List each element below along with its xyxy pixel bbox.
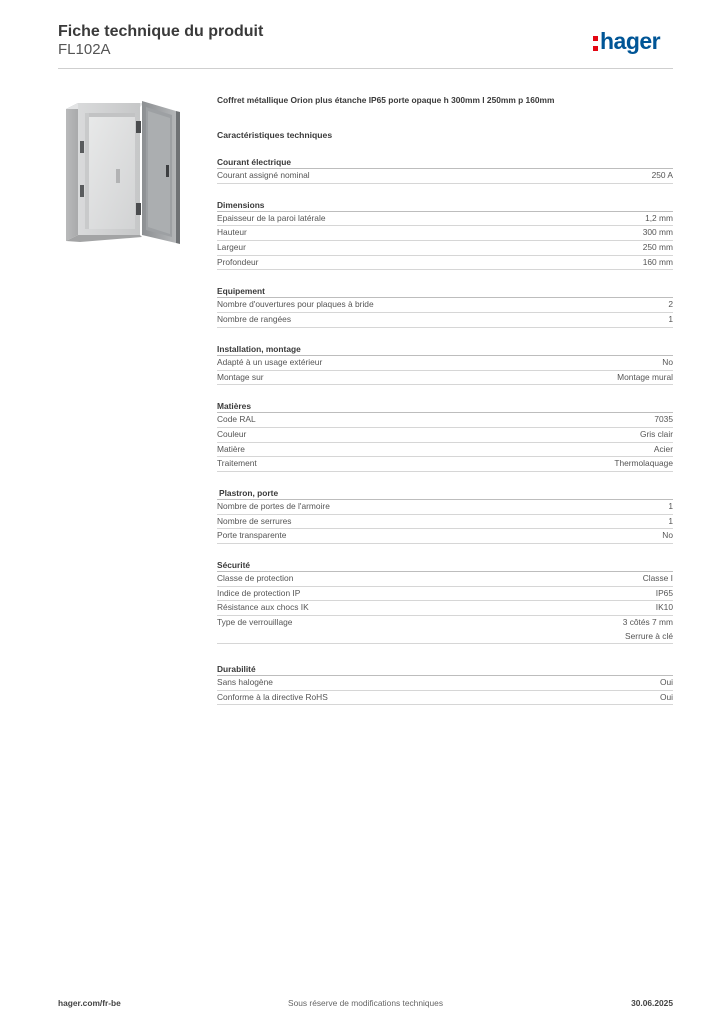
spec-value: IP65 — [655, 587, 673, 598]
spec-value-line: 3 côtés 7 mm — [622, 617, 673, 628]
section-materials — [217, 399, 673, 472]
spec-label: Hauteur — [217, 227, 247, 238]
section-title: Sécurité — [217, 558, 673, 572]
spec-value: Gris clair — [639, 428, 673, 439]
spec-row — [217, 529, 673, 544]
spec-label: Classe de protection — [217, 573, 294, 583]
spec-row — [217, 676, 673, 691]
spec-value: Acier — [653, 443, 673, 454]
document-header — [58, 22, 263, 59]
spec-label: Profondeur — [217, 256, 259, 267]
spec-value: Thermolaquage — [614, 458, 673, 469]
spec-label: Nombre de portes de l'armoire — [217, 500, 330, 511]
spec-value: 250 A — [651, 170, 673, 180]
spec-row — [217, 500, 673, 515]
page-footer — [58, 998, 673, 1010]
section-title: Matières — [217, 399, 673, 413]
spec-label: Nombre d'ouvertures pour plaques à bride — [217, 299, 374, 310]
spec-row — [217, 616, 673, 644]
section-title: Durabilité — [217, 662, 673, 676]
spec-value: Oui — [659, 691, 673, 702]
spec-value: 1 — [668, 500, 673, 511]
spec-value: 160 mm — [642, 256, 673, 267]
spec-row — [217, 256, 673, 271]
product-reference: FL102A — [58, 41, 111, 58]
spec-label: Courant assigné nominal — [217, 170, 310, 180]
section-sustainability — [217, 662, 673, 705]
spec-row — [217, 572, 673, 587]
spec-value-line: Serrure à clé — [625, 630, 673, 641]
spec-label: Résistance aux chocs IK — [217, 602, 309, 613]
spec-row — [217, 371, 673, 386]
spec-label: Nombre de serrures — [217, 515, 292, 526]
spec-value: 250 mm — [642, 242, 673, 253]
section-title: Plastron, porte — [217, 486, 673, 500]
header-divider — [58, 68, 673, 69]
spec-value: 1 — [668, 515, 673, 526]
spec-label: Sans halogène — [217, 677, 273, 688]
spec-row — [217, 356, 673, 371]
section-title: Equipement — [217, 284, 673, 298]
spec-label: Nombre de rangées — [217, 314, 292, 325]
section-electrical-current — [217, 155, 673, 184]
spec-label: Conforme à la directive RoHS — [217, 691, 328, 702]
spec-value: 300 mm — [642, 227, 673, 238]
section-equipment — [217, 284, 673, 327]
section-title: Courant électrique — [217, 155, 673, 169]
spec-value: 1 — [668, 314, 673, 325]
section-dimensions — [217, 198, 673, 271]
spec-label: Matière — [217, 443, 245, 454]
spec-label: Code RAL — [217, 414, 256, 425]
section-front-door — [217, 486, 673, 544]
footer-date: 30.06.2025 — [631, 998, 673, 1008]
product-content — [217, 95, 673, 705]
spec-label: Adapté à un usage extérieur — [217, 356, 323, 367]
product-description: Coffret métallique Orion plus étanche IP65 porte opaque h 300mm l 250mm p 160mm — [217, 95, 555, 105]
spec-value: IK10 — [655, 602, 673, 613]
spec-row — [217, 443, 673, 458]
spec-row — [217, 169, 673, 184]
spec-label: Porte transparente — [217, 530, 287, 541]
spec-value: Classe I — [642, 573, 673, 583]
spec-value: Montage mural — [617, 371, 673, 382]
section-security — [217, 558, 673, 644]
footer-website-link[interactable]: hager.com/fr-be — [58, 998, 121, 1008]
spec-label: Montage sur — [217, 371, 264, 382]
section-title: Dimensions — [217, 198, 673, 212]
spec-label: Epaisseur de la paroi latérale — [217, 212, 326, 223]
technical-characteristics-title: Caractéristiques techniques — [217, 130, 333, 140]
logo-text: hager — [600, 28, 661, 54]
footer-disclaimer: Sous réserve de modifications techniques — [287, 998, 444, 1008]
spec-row — [217, 313, 673, 328]
spec-label: Largeur — [217, 242, 246, 253]
spec-label: Indice de protection IP — [217, 587, 301, 598]
spec-value: No — [662, 356, 673, 367]
spec-row — [217, 601, 673, 616]
section-installation — [217, 342, 673, 385]
spec-value: 1,2 mm — [645, 212, 673, 223]
spec-row — [217, 457, 673, 472]
spec-value: No — [662, 530, 673, 541]
spec-row — [217, 428, 673, 443]
spec-value: Oui — [659, 677, 673, 688]
spec-value: 2 — [668, 299, 673, 310]
document-title: Fiche technique du produit — [58, 23, 264, 40]
section-title: Installation, montage — [217, 342, 673, 356]
spec-label: Type de verrouillage — [217, 617, 293, 628]
spec-row — [217, 212, 673, 227]
spec-value: 7035 — [654, 414, 673, 425]
spec-label: Couleur — [217, 428, 247, 439]
logo-colon-icon — [593, 36, 598, 52]
metal-enclosure-open-door-icon — [58, 95, 202, 248]
spec-row — [217, 241, 673, 256]
spec-row — [217, 413, 673, 428]
characteristics-sections — [217, 155, 673, 705]
spec-row — [217, 298, 673, 313]
spec-row — [217, 515, 673, 530]
spec-value — [623, 616, 673, 643]
spec-row — [217, 587, 673, 602]
spec-row — [217, 226, 673, 241]
spec-label: Traitement — [217, 458, 257, 469]
spec-row — [217, 691, 673, 706]
hager-logo — [593, 28, 673, 56]
